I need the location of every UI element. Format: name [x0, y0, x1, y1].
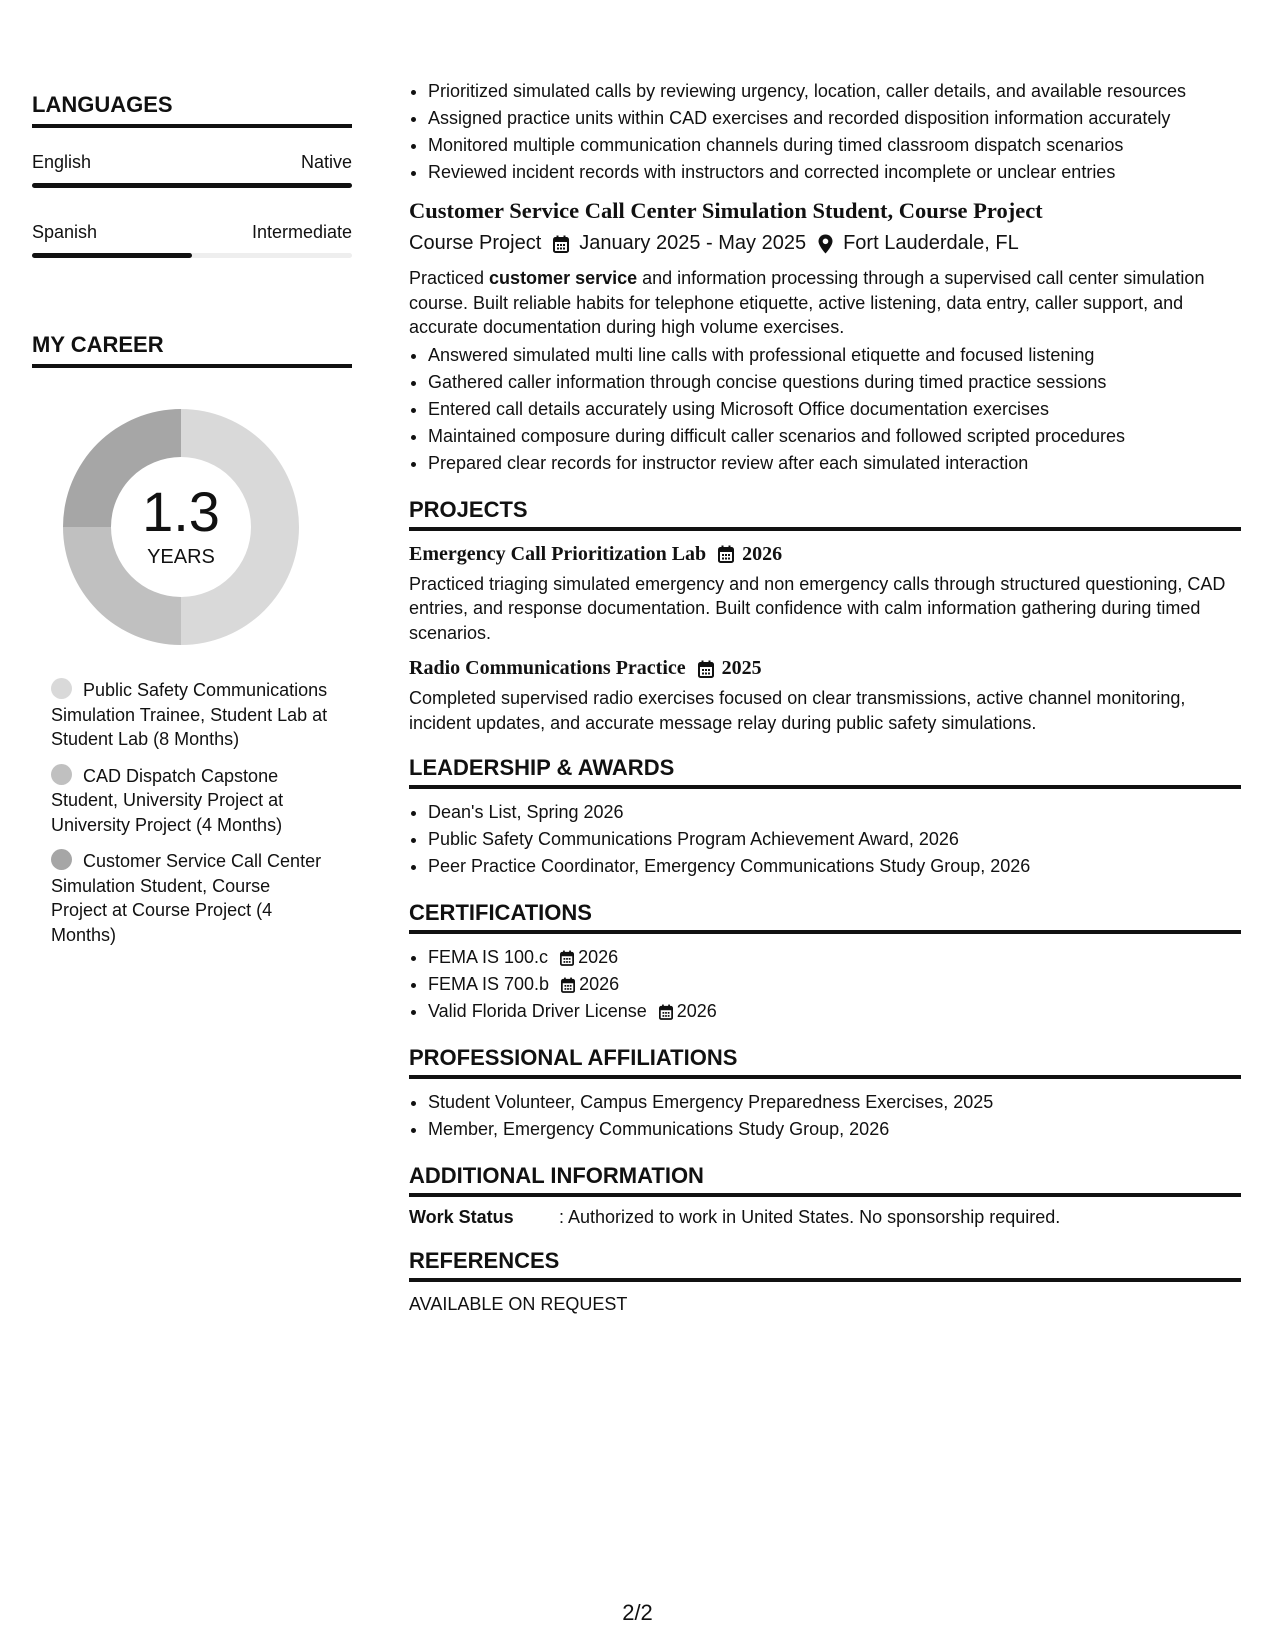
language-name: Spanish [32, 222, 98, 242]
bullet-item: • Reviewed incident records with instructors and corrected incomplete or unclear entries [428, 159, 1241, 186]
list-item: • Public Safety Communications Program Achievement Award, 2026 [428, 826, 1241, 853]
leadership-heading: LEADERSHIP & AWARDS [409, 755, 1241, 789]
cert-year: 2026 [578, 947, 619, 967]
job-description-text: Practiced [409, 268, 490, 288]
career-heading: MY CAREER [32, 332, 352, 368]
job-bullets [409, 342, 1241, 477]
job-description-text: and information processing through a supervised call center simulation course. Built reliable habits for telephone etiquette, active listening, data entry, caller support, and accurate documentation during high volume exercises. [409, 268, 1205, 337]
project-title: Radio Communications Practice [409, 657, 686, 679]
list-item: • Dean's List, Spring 2026 [428, 799, 1241, 826]
language-english [32, 152, 352, 188]
career-legend-item [51, 849, 331, 947]
additional-info-heading: ADDITIONAL INFORMATION [409, 1163, 1241, 1197]
list-item: • Member, Emergency Communications Study Group, 2026 [428, 1116, 1241, 1143]
language-name: English [32, 152, 92, 172]
career-legend-label: Customer Service Call Center Simulation Student, Course Project at Course Project (4 Months) [51, 851, 322, 945]
career-legend-label: CAD Dispatch Capstone Student, University Project at University Project (4 Months) [51, 765, 284, 835]
references-text: AVAILABLE ON REQUEST [409, 1294, 628, 1314]
cert-year: 2026 [676, 1001, 717, 1021]
references-heading: REFERENCES [409, 1248, 1241, 1282]
experience-entry [409, 198, 1241, 477]
main-content [409, 78, 1241, 1315]
language-proficiency-fill [32, 253, 192, 258]
affiliations-heading: PROFESSIONAL AFFILIATIONS [409, 1045, 1241, 1079]
career-legend-item [51, 764, 331, 838]
calendar-icon [561, 977, 575, 993]
bullet-item: • Prioritized simulated calls by reviewing urgency, location, caller details, and available resources [428, 78, 1241, 105]
work-status-value: : Authorized to work in United States. No sponsorship required. [559, 1207, 1061, 1227]
leadership-list [409, 799, 1241, 880]
list-item [428, 998, 1241, 1025]
project-entry [409, 657, 1241, 735]
job-description [409, 266, 1241, 340]
language-proficiency-bar [32, 183, 352, 188]
list-item: • Peer Practice Coordinator, Emergency Communications Study Group, 2026 [428, 853, 1241, 880]
career-total-unit: YEARS [147, 546, 215, 568]
cert-year: 2026 [579, 974, 620, 994]
calendar-icon [560, 950, 574, 966]
affiliations-list [409, 1089, 1241, 1143]
project-year: 2026 [742, 542, 783, 565]
bullet-item: • Entered call details accurately using Microsoft Office documentation exercises [428, 396, 1241, 423]
cert-name: • Valid Florida Driver License [428, 1001, 647, 1021]
bullet-item: • Gathered caller information through concise questions during timed practice sessions [428, 369, 1241, 396]
job-location: Fort Lauderdale, FL [843, 232, 1019, 254]
language-spanish [32, 222, 352, 258]
job-description-keyword: customer service [489, 268, 638, 288]
bullet-item: • Assigned practice units within CAD exercises and recorded disposition information accurately [428, 105, 1241, 132]
career-legend-dot [51, 678, 72, 699]
language-level: Native [300, 152, 352, 172]
job-dates: January 2025 - May 2025 [579, 232, 807, 254]
language-proficiency-bar [32, 253, 352, 258]
career-legend-label: Public Safety Communications Simulation Trainee, Student Lab at Student Lab (8 Months) [51, 680, 328, 749]
list-item: • Student Volunteer, Campus Emergency Preparedness Exercises, 2025 [428, 1089, 1241, 1116]
work-status-row [409, 1207, 1241, 1228]
sidebar [32, 92, 352, 959]
calendar-icon [553, 235, 569, 253]
job-title: Customer Service Call Center Simulation Student, Course Project [409, 198, 1043, 223]
bullet-item: • Maintained composure during difficult caller scenarios and followed scripted procedures [428, 423, 1241, 450]
page-number: 2/2 [622, 1600, 653, 1625]
calendar-icon [659, 1004, 673, 1020]
job-company: Course Project [409, 232, 542, 254]
project-entry [409, 543, 1241, 646]
projects-heading: PROJECTS [409, 497, 1241, 531]
language-level: Intermediate [251, 222, 352, 242]
calendar-icon [718, 545, 734, 563]
career-total-value: 1.3 [142, 480, 220, 543]
list-item [428, 944, 1241, 971]
languages-heading: LANGUAGES [32, 92, 352, 128]
project-year: 2025 [721, 657, 762, 679]
certifications-list [409, 944, 1241, 1025]
map-pin-icon [818, 234, 833, 254]
experience-continued-bullets [409, 78, 1241, 186]
project-description: Completed supervised radio exercises focused on clear transmissions, active channel monitoring, incident updates, and accurate message relay during public safety simulations. [409, 688, 1186, 733]
cert-name: • FEMA IS 100.c [428, 947, 549, 967]
job-meta [409, 232, 1241, 255]
career-legend-dot [51, 849, 72, 870]
bullet-item: • Prepared clear records for instructor review after each simulated interaction [428, 450, 1241, 477]
certifications-heading: CERTIFICATIONS [409, 900, 1241, 934]
work-status-label: Work Status [409, 1207, 514, 1227]
calendar-icon [698, 660, 714, 678]
career-legend-dot [51, 764, 72, 785]
project-description: Practiced triaging simulated emergency and non emergency calls through structured questioning, CAD entries, and response documentation. Built confidence with calm information gathering during timed scenarios. [409, 573, 1226, 643]
career-donut-chart [56, 402, 306, 652]
language-proficiency-fill [32, 183, 352, 188]
cert-name: • FEMA IS 700.b [428, 974, 550, 994]
bullet-item: • Monitored multiple communication channels during timed classroom dispatch scenarios [428, 132, 1241, 159]
project-title: Emergency Call Prioritization Lab [409, 542, 707, 565]
list-item [428, 971, 1241, 998]
career-legend-item [51, 678, 331, 752]
bullet-item: • Answered simulated multi line calls with professional etiquette and focused listening [428, 342, 1241, 369]
career-legend [51, 678, 331, 947]
